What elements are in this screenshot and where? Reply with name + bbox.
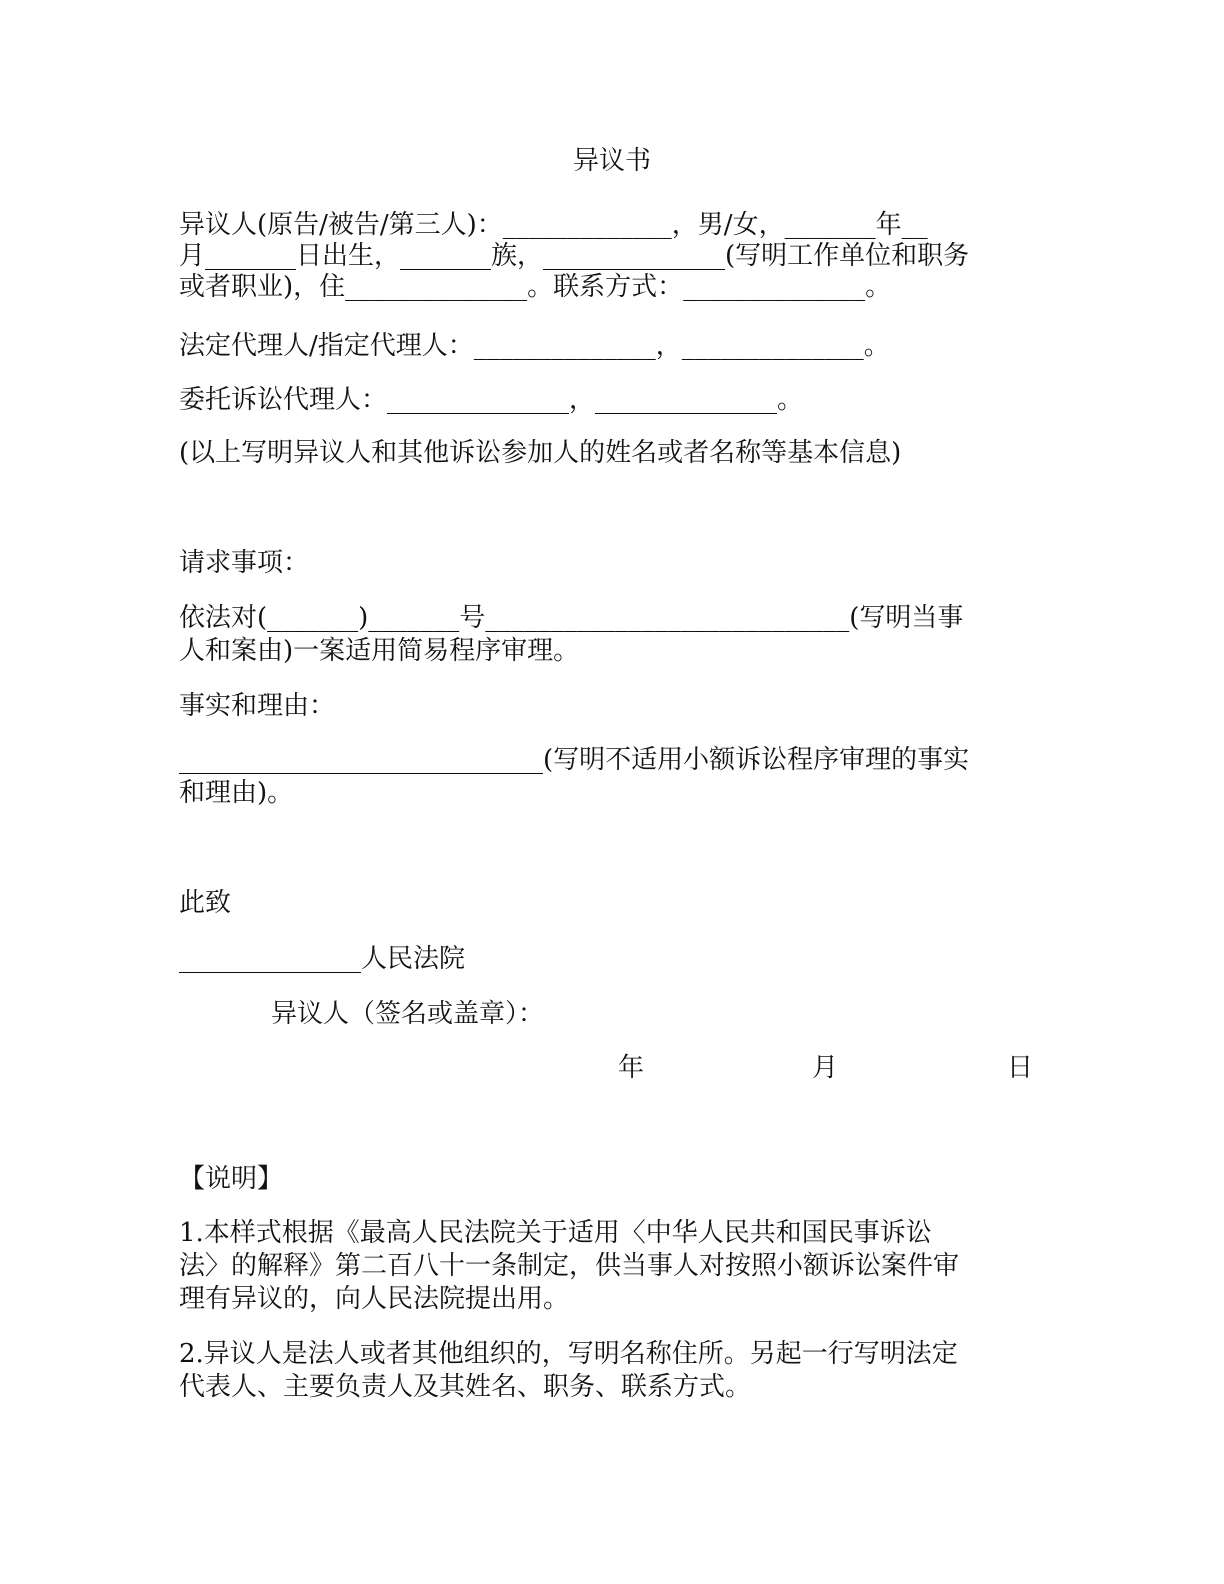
party-line-3: 或者职业)，住______________。联系方式：______________。	[179, 272, 892, 302]
note-1-line-3: 理有异议的，向人民法院提出用。	[179, 1284, 570, 1314]
note-1-line-1: 1.本样式根据《最高人民法院关于适用〈中华人民共和国民事诉讼	[179, 1218, 932, 1248]
salutation: 此致	[179, 888, 232, 918]
parties-note: (以上写明异议人和其他诉讼参加人的姓名或者名称等基本信息)	[179, 438, 902, 468]
litigation-agent-line: 委托诉讼代理人：______________，______________。	[179, 385, 804, 415]
request-line-1: 依法对(_______)_______号____________________________(写明当事	[179, 603, 964, 633]
court-line: ______________人民法院	[179, 944, 466, 974]
facts-line-1: ____________________________(写明不适用小额诉讼程序审理的事实	[179, 745, 970, 775]
request-heading: 请求事项：	[179, 548, 310, 578]
signature-line: 异议人（签名或盖章）：	[271, 999, 545, 1029]
party-line-1: 异议人(原告/被告/第三人)：_____________，男/女，_______年__	[179, 210, 928, 240]
notes-heading: 【说明】	[179, 1164, 284, 1194]
request-line-2: 人和案由)一案适用简易程序审理。	[179, 636, 580, 666]
party-line-2: 月_______日出生，_______族，______________(写明工作单位和职务	[179, 241, 970, 271]
note-2-line-1: 2.异议人是法人或者其他组织的，写明名称住所。另起一行写明法定	[179, 1339, 958, 1369]
facts-line-2: 和理由)。	[179, 778, 294, 808]
note-1-line-2: 法〉的解释》第二百八十一条制定，供当事人对按照小额诉讼案件审	[179, 1251, 960, 1281]
date-day: 日	[1007, 1053, 1034, 1083]
legal-representative-line: 法定代理人/指定代理人：______________，______________。	[179, 331, 890, 361]
date-month: 月	[812, 1053, 839, 1083]
note-2-line-2: 代表人、主要负责人及其姓名、职务、联系方式。	[179, 1372, 752, 1402]
facts-heading: 事实和理由：	[179, 691, 336, 721]
document-title: 异议书	[572, 146, 651, 176]
date-year: 年	[618, 1053, 645, 1083]
